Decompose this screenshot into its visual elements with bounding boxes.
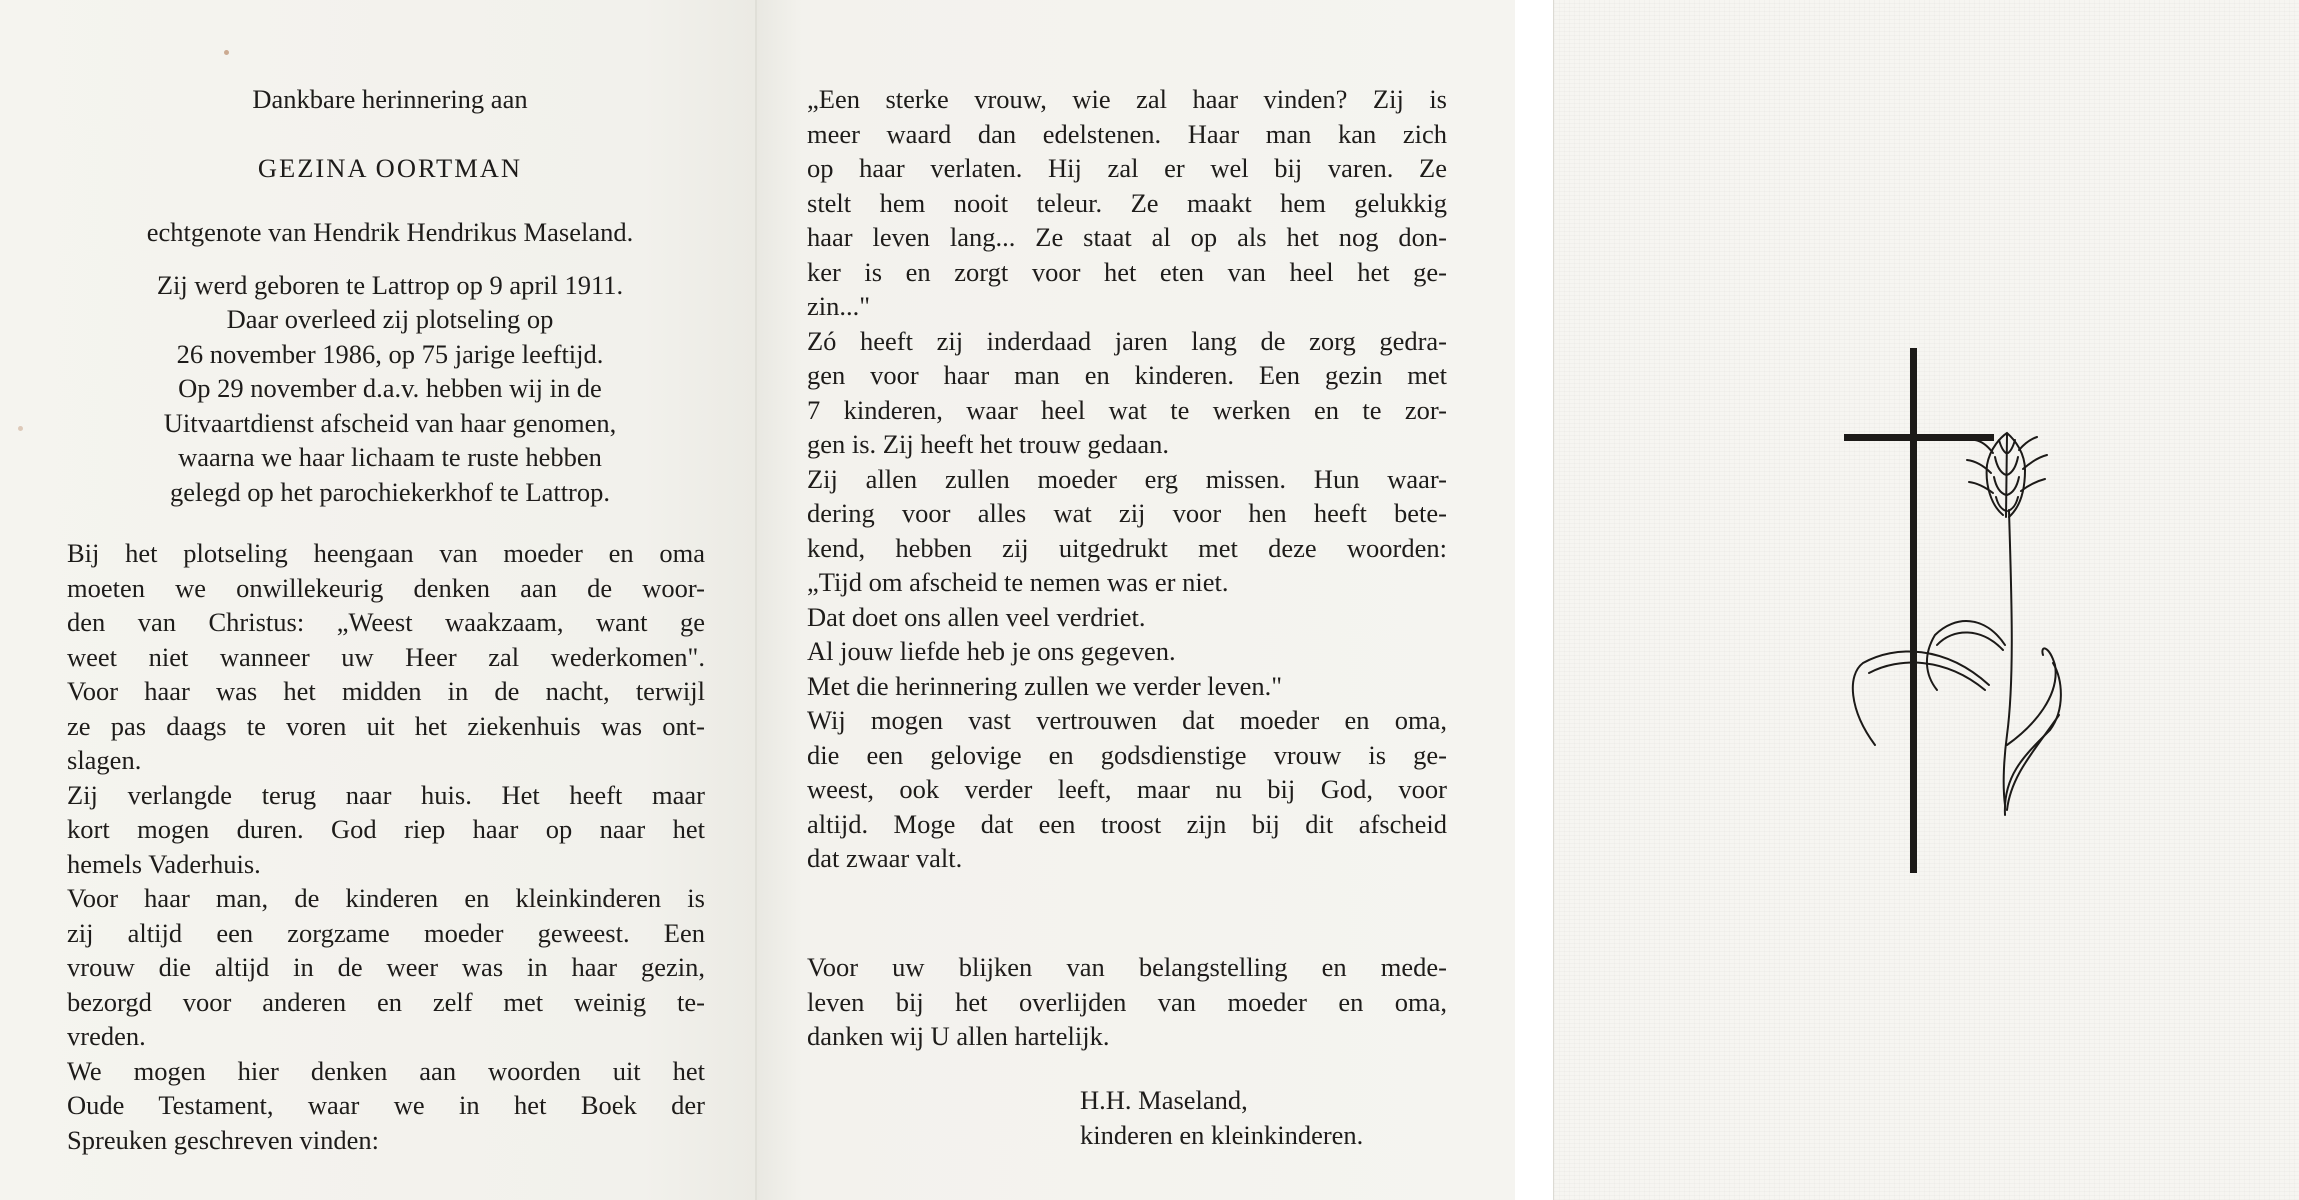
signature-block <box>1080 1083 1460 1152</box>
cross-with-wheat-icon <box>1835 345 2075 880</box>
cross-horizontal-beam <box>1844 434 1994 441</box>
body-line: meer waard dan edelstenen. Haar man kan zich <box>807 118 1447 149</box>
memorial-header <box>40 82 740 509</box>
body-line: altijd. Moge dat een troost zijn bij dit afscheid <box>807 808 1447 839</box>
body-line: Dat doet ons allen veel verdriet. <box>807 601 1146 632</box>
body-line: dering voor alles wat zij voor hen heeft bete- <box>807 498 1447 528</box>
body-line: danken wij U allen hartelijk. <box>807 1021 1110 1051</box>
body-line: dat zwaar valt. <box>807 843 963 873</box>
body-line: kort mogen duren. God riep haar op naar het <box>67 814 705 844</box>
signature-family: kinderen en kleinkinderen. <box>1080 1119 1364 1150</box>
middle-body-text <box>807 82 1447 876</box>
signature-name: H.H. Maseland, <box>1080 1085 1248 1115</box>
body-line: We mogen hier denken aan woorden uit het <box>67 1055 705 1086</box>
body-line: Al jouw liefde heb je ons gegeven. <box>807 636 1176 666</box>
body-line: Zó heeft zij inderdaad jaren lang de zorg gedra- <box>807 325 1447 356</box>
body-line: weest, ook verder leeft, maar nu bij God, voor <box>807 774 1447 804</box>
body-line: slagen. <box>67 745 142 775</box>
body-line: ker is en zorgt voor het eten van heel het ge- <box>807 256 1447 287</box>
body-line: ze pas daags te voren uit het ziekenhuis was ont- <box>67 710 705 741</box>
body-line: den van Christus: „Weest waakzaam, want ge <box>67 607 705 637</box>
body-line: Voor haar man, de kinderen en kleinkinderen is <box>67 883 705 913</box>
bio-line: Uitvaartdienst afscheid van haar genomen, <box>163 407 617 438</box>
paper-speck <box>224 50 229 55</box>
bio-line: waarna we haar lichaam te ruste hebben <box>178 442 602 472</box>
body-line: die een gelovige en godsdienstige vrouw is ge- <box>807 739 1447 770</box>
body-line: Zij verlangde terug naar huis. Het heeft maar <box>67 779 705 810</box>
body-line: Met die herinnering zullen we verder leven." <box>807 670 1283 701</box>
body-line: kend, hebben zij uitgedrukt met deze woorden: <box>807 532 1447 563</box>
body-line: hemels Vaderhuis. <box>67 848 261 879</box>
wheat-stalk <box>1853 433 2061 815</box>
paper-speck <box>18 426 23 431</box>
body-line: „Tijd om afscheid te nemen was er niet. <box>807 567 1229 597</box>
thanks-text <box>807 950 1447 1054</box>
body-line: leven bij het overlijden van moeder en oma, <box>807 986 1447 1017</box>
body-line: Zij allen zullen moeder erg missen. Hun waar- <box>807 463 1447 494</box>
body-line: zin..." <box>807 291 871 321</box>
biography-block <box>40 268 740 510</box>
bio-line: gelegd op het parochiekerkhof te Lattrop. <box>169 476 611 507</box>
bio-line: Zij werd geboren te Lattrop op 9 april 1911. <box>156 269 624 300</box>
body-line: vrouw die altijd in de weer was in haar gezin, <box>67 952 705 982</box>
body-line: 7 kinderen, waar heel wat te werken en te zor- <box>807 394 1447 425</box>
bio-line: Op 29 november d.a.v. hebben wij in de <box>178 373 602 403</box>
body-line: „Een sterke vrouw, wie zal haar vinden? Zij is <box>807 84 1447 114</box>
bio-line: 26 november 1986, op 75 jarige leeftijd. <box>176 338 604 369</box>
body-line: Spreuken geschreven vinden: <box>67 1124 380 1155</box>
body-line: haar leven lang... Ze staat al op als het nog don- <box>807 222 1447 252</box>
body-line: Bij het plotseling heengaan van moeder en oma <box>67 538 705 568</box>
cross-vertical-beam <box>1910 348 1917 873</box>
bio-line: Daar overleed zij plotseling op <box>226 304 554 334</box>
body-line: Wij mogen vast vertrouwen dat moeder en oma, <box>807 705 1447 735</box>
body-line: Oude Testament, waar we in het Boek der <box>67 1090 705 1120</box>
body-line: moeten we onwillekeurig denken aan de woor- <box>67 572 705 603</box>
deceased-name: GEZINA OORTMAN <box>257 152 523 183</box>
body-line: Voor uw blijken van belangstelling en mede- <box>807 952 1447 982</box>
body-line: bezorgd voor anderen en zelf met weinig te- <box>67 986 705 1017</box>
body-line: op haar verlaten. Hij zal er wel bij varen. Ze <box>807 153 1447 183</box>
left-body-text <box>67 536 705 1157</box>
spouse-line: echtgenote van Hendrik Hendrikus Maseland. <box>146 217 634 247</box>
header-intro: Dankbare herinnering aan <box>252 84 528 114</box>
body-line: gen is. Zij heeft het trouw gedaan. <box>807 429 1170 459</box>
page-gap <box>1515 0 1553 1200</box>
body-line: zij altijd een zorgzame moeder geweest. Een <box>67 917 705 948</box>
body-line: vreden. <box>67 1021 146 1051</box>
body-line: Voor haar was het midden in de nacht, terwijl <box>67 676 705 706</box>
body-line: gen voor haar man en kinderen. Een gezin met <box>807 360 1447 390</box>
body-line: stelt hem nooit teleur. Ze maakt hem gelukkig <box>807 187 1447 218</box>
body-line: weet niet wanneer uw Heer zal wederkomen". <box>67 641 705 672</box>
